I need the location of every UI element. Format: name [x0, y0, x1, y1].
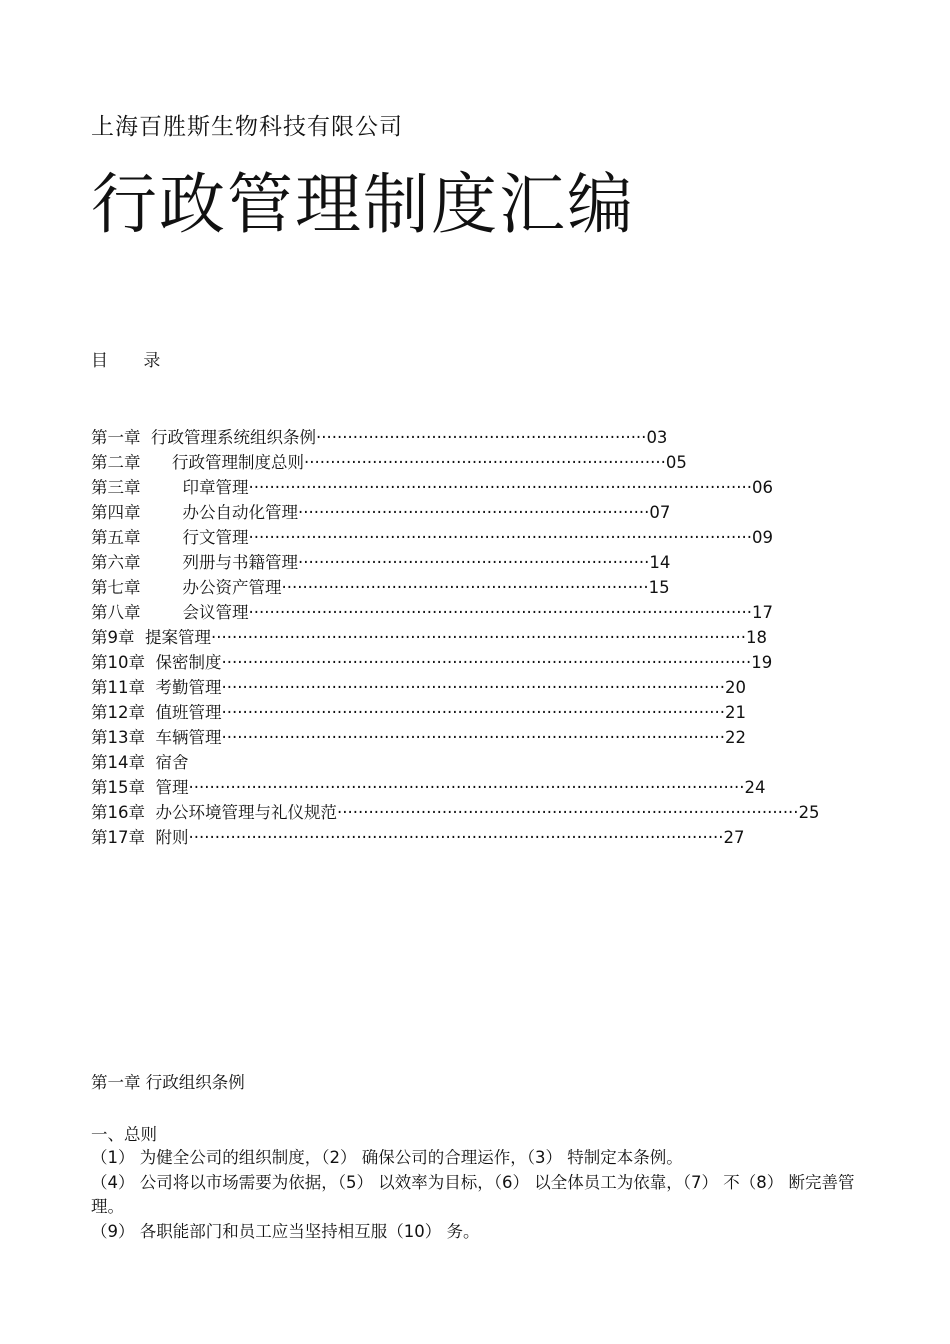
toc-entry-label: 第16章 办公环境管理与礼仪规范 — [91, 803, 337, 822]
toc-page-number: 22 — [725, 728, 747, 747]
toc-entry — [91, 500, 881, 525]
toc-page-number: 03 — [646, 428, 668, 447]
toc-page-number: 09 — [751, 528, 773, 547]
toc-entry — [91, 475, 881, 500]
paragraph: （9） 各职能部门和员工应当坚持相互服（10） 务。 — [91, 1221, 480, 1241]
toc-dot-leader: ································································································ — [248, 528, 752, 547]
toc-heading: 目 录 — [91, 351, 161, 371]
toc-page-number: 19 — [751, 653, 773, 672]
toc-entry-label: 第13章 车辆管理 — [91, 728, 222, 747]
toc-dot-leader: ······························································· — [316, 428, 647, 447]
paragraph: （1） 为健全公司的组织制度，（2） 确保公司的合理运作，（3） 特制定本条例。 — [91, 1148, 683, 1167]
toc-entry — [91, 775, 881, 800]
toc-dot-leader: ································································································ — [221, 728, 726, 747]
toc-entry-label: 第11章 考勤管理 — [91, 678, 222, 697]
toc-dot-leader: ····································································································· — [221, 653, 752, 672]
toc-entry-label: 第六章 列册与书籍管理 — [91, 553, 298, 572]
toc-dot-leader: ······································································································ — [188, 828, 724, 847]
toc-entry-label: 第七章 办公资产管理 — [91, 578, 282, 597]
table-of-contents — [91, 425, 881, 850]
chapter-heading: 第一章 行政组织条例 — [91, 1073, 245, 1092]
toc-entry — [91, 650, 881, 675]
toc-page-number: 07 — [649, 503, 671, 522]
toc-page-number: 17 — [751, 603, 773, 622]
toc-entry — [91, 550, 881, 575]
toc-entry — [91, 525, 881, 550]
toc-entry-label: 第17章 附则 — [91, 828, 189, 847]
toc-entry-label: 第八章 会议管理 — [91, 603, 249, 622]
toc-dot-leader: ··································································· — [297, 503, 650, 522]
toc-entry-label: 第三章 印章管理 — [91, 478, 249, 497]
toc-entry — [91, 600, 881, 625]
toc-page-number: 18 — [745, 628, 767, 647]
toc-dot-leader: ····································································· — [303, 453, 666, 472]
toc-page-number: 20 — [725, 678, 747, 697]
company-name: 上海百胜斯生物科技有限公司 — [91, 114, 403, 140]
toc-entry-label: 第15章 管理 — [91, 778, 189, 797]
toc-dot-leader: ······································································ — [281, 578, 649, 597]
toc-entry — [91, 675, 881, 700]
toc-page-number: 05 — [665, 453, 687, 472]
chapter-body — [91, 1146, 871, 1244]
toc-entry-label: 第二章 行政管理制度总则 — [91, 453, 304, 472]
toc-dot-leader: ································································································ — [221, 703, 726, 722]
toc-entry — [91, 625, 881, 650]
toc-entry-label: 第9章 提案管理 — [91, 628, 211, 647]
toc-dot-leader: ································································································ — [221, 678, 726, 697]
toc-page-number: 14 — [649, 553, 671, 572]
toc-dot-leader: ··································································· — [297, 553, 650, 572]
toc-page-number: 27 — [723, 828, 745, 847]
toc-entry-label: 第12章 值班管理 — [91, 703, 222, 722]
toc-entry-label: 第四章 办公自动化管理 — [91, 503, 298, 522]
toc-page-number: 06 — [751, 478, 773, 497]
toc-page-number: 25 — [798, 803, 820, 822]
toc-entry-label: 第14章 宿舍 — [91, 753, 189, 772]
toc-dot-leader: ······································································································ — [211, 628, 746, 647]
toc-dot-leader: ························································································ — [337, 803, 799, 822]
toc-dot-leader: ································································································ — [248, 478, 752, 497]
toc-entry-label: 第一章 行政管理系统组织条例 — [91, 428, 316, 447]
toc-dot-leader: ·········································································································· — [188, 778, 745, 797]
toc-entry-label: 第10章 保密制度 — [91, 653, 222, 672]
section-heading: 一、总则 — [91, 1125, 157, 1144]
document-title: 行政管理制度汇编 — [91, 166, 635, 243]
toc-entry — [91, 725, 881, 750]
paragraph: （4） 公司将以市场需要为依据，（5） 以效率为目标，（6） 以全体员工为依靠，（7） 不（8） 断完善管理。 — [91, 1172, 855, 1216]
toc-page-number: 15 — [648, 578, 670, 597]
toc-entry — [91, 425, 881, 450]
toc-entry — [91, 750, 881, 775]
toc-page-number: 24 — [744, 778, 766, 797]
toc-entry — [91, 700, 881, 725]
toc-entry — [91, 450, 881, 475]
toc-dot-leader: ································································································ — [248, 603, 752, 622]
toc-entry — [91, 800, 881, 825]
toc-entry — [91, 825, 881, 850]
toc-entry-label: 第五章 行文管理 — [91, 528, 249, 547]
toc-page-number: 21 — [725, 703, 747, 722]
toc-entry — [91, 575, 881, 600]
